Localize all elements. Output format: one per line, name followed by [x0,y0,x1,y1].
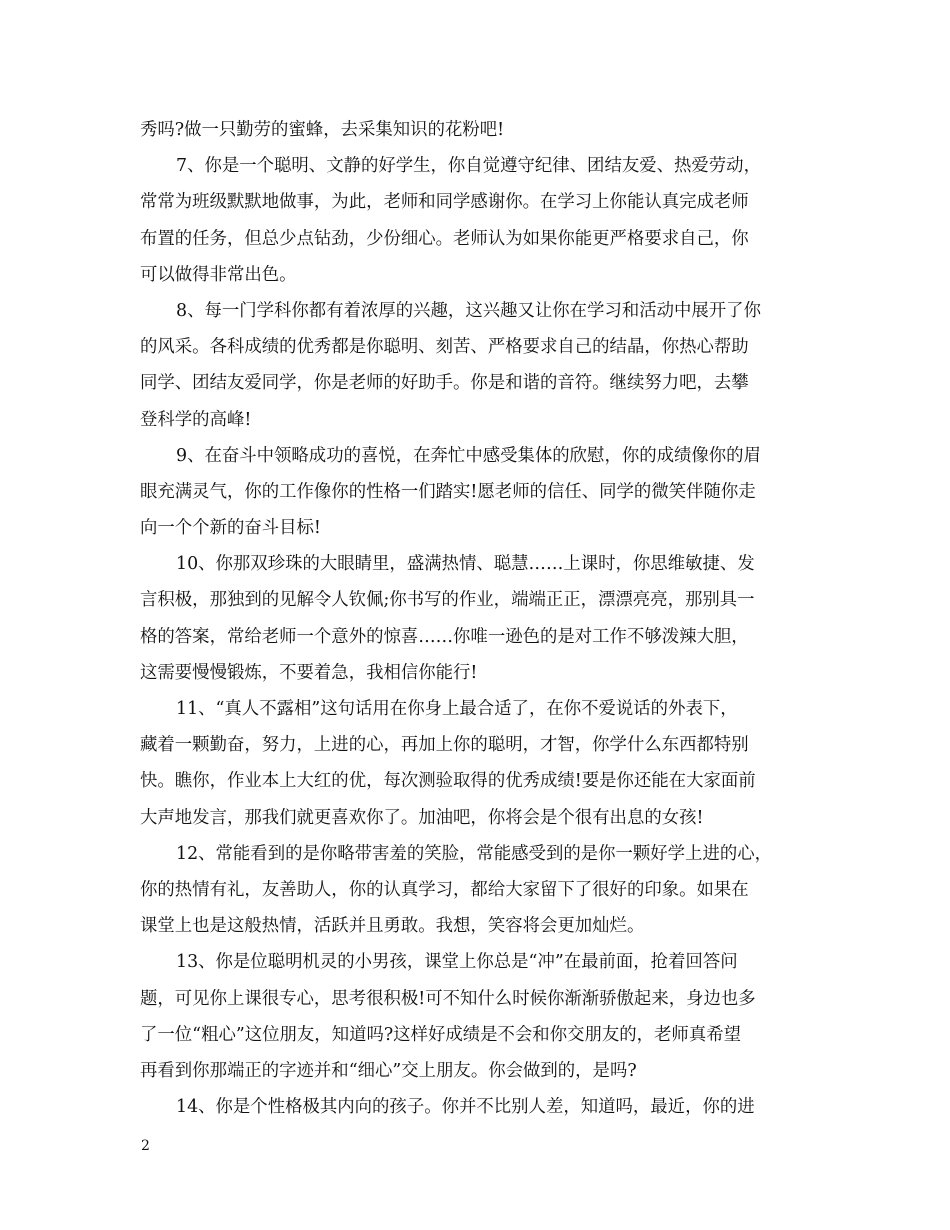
text-line: 格的答案，常给老师一个意外的惊喜……你唯一逊色的是对工作不够泼辣大胆， [140,626,749,647]
text-line: 的风采。各科成绩的优秀都是你聪明、刻苦、严格要求自己的结晶，你热心帮助 [140,337,749,358]
text-line: 题，可见你上课很专心，思考很积极!可不知什么时候你渐渐骄傲起来，身边也多 [140,988,756,1009]
text-line: 可以做得非常出色。 [140,264,297,285]
paragraph-start-line: 10、你那双珍珠的大眼睛里，盛满热情、聪慧……上课时，你思维敏捷、发 [176,554,755,575]
text-line: 登科学的高峰! [140,409,252,430]
document-body [140,112,820,1125]
paragraph-start-line: 7、你是一个聪明、文静的好学生，你自觉遵守纪律、团结友爱、热爱劳动， [176,156,761,177]
text-line: 了一位“粗心”这位朋友，知道吗?这样好成绩是不会和你交朋友的，老师真希望 [140,1024,741,1045]
paragraph-start-line: 11、“真人不露相”这句话用在你身上最合适了，在你不爱说话的外表下， [176,699,738,719]
text-line: 这需要慢慢锻炼，不要着急，我相信你能行! [140,662,478,683]
paragraph-start-line: 13、你是位聪明机灵的小男孩，课堂上你总是“冲”在最前面，抢着回答问 [176,952,738,973]
text-line: 再看到你那端正的字迹并和“细心”交上朋友。你会做到的，是吗? [140,1060,637,1081]
paragraph-start-line: 14、你是个性格极其内向的孩子。你并不比别人差，知道吗，最近，你的进 [176,1097,755,1118]
text-line: 向一个个新的奋斗目标! [140,518,321,539]
paragraph-start-line: 9、在奋斗中领略成功的喜悦，在奔忙中感受集体的欣慰，你的成绩像你的眉 [176,445,761,466]
text-line: 眼充满灵气，你的工作像你的性格一们踏实!愿老师的信任、同学的微笑伴随你走 [140,481,756,502]
page-number: 2 [141,1138,150,1154]
text-line: 快。瞧你，作业本上大红的优，每次测验取得的优秀成绩!要是你还能在大家面前 [140,771,756,792]
text-line: 大声地发言，那我们就更喜欢你了。加油吧，你将会是个很有出息的女孩! [140,807,704,828]
text-line: 秀吗?做一只勤劳的蜜蜂，去采集知识的花粉吧! [140,120,505,140]
text-line: 言积极，那独到的见解令人钦佩;你书写的作业，端端正正，漂漂亮亮，那别具一 [140,590,755,611]
text-line: 布置的任务，但总少点钻劲，少份细心。老师认为如果你能更严格要求自己，你 [140,228,749,249]
text-line: 你的热情有礼，友善助人，你的认真学习，都给大家留下了很好的印象。如果在 [140,879,749,900]
text-line: 同学、团结友爱同学，你是老师的好助手。你是和谐的音符。继续努力吧，去攀 [140,373,749,394]
paragraph-start-line: 8、每一门学科你都有着浓厚的兴趣，这兴趣又让你在学习和活动中展开了你 [176,300,761,321]
text-line: 常常为班级默默地做事，为此，老师和同学感谢你。在学习上你能认真完成老师 [140,192,749,213]
paragraph-start-line: 12、常能看到的是你略带害羞的笑脸，常能感受到的是你一颗好学上进的心， [176,843,773,864]
text-line: 课堂上也是这般热情，活跃并且勇敢。我想，笑容将会更加灿烂。 [140,916,645,937]
text-line: 藏着一颗勤奋，努力，上进的心，再加上你的聪明，才智，你学什么东西都特别 [140,735,749,756]
